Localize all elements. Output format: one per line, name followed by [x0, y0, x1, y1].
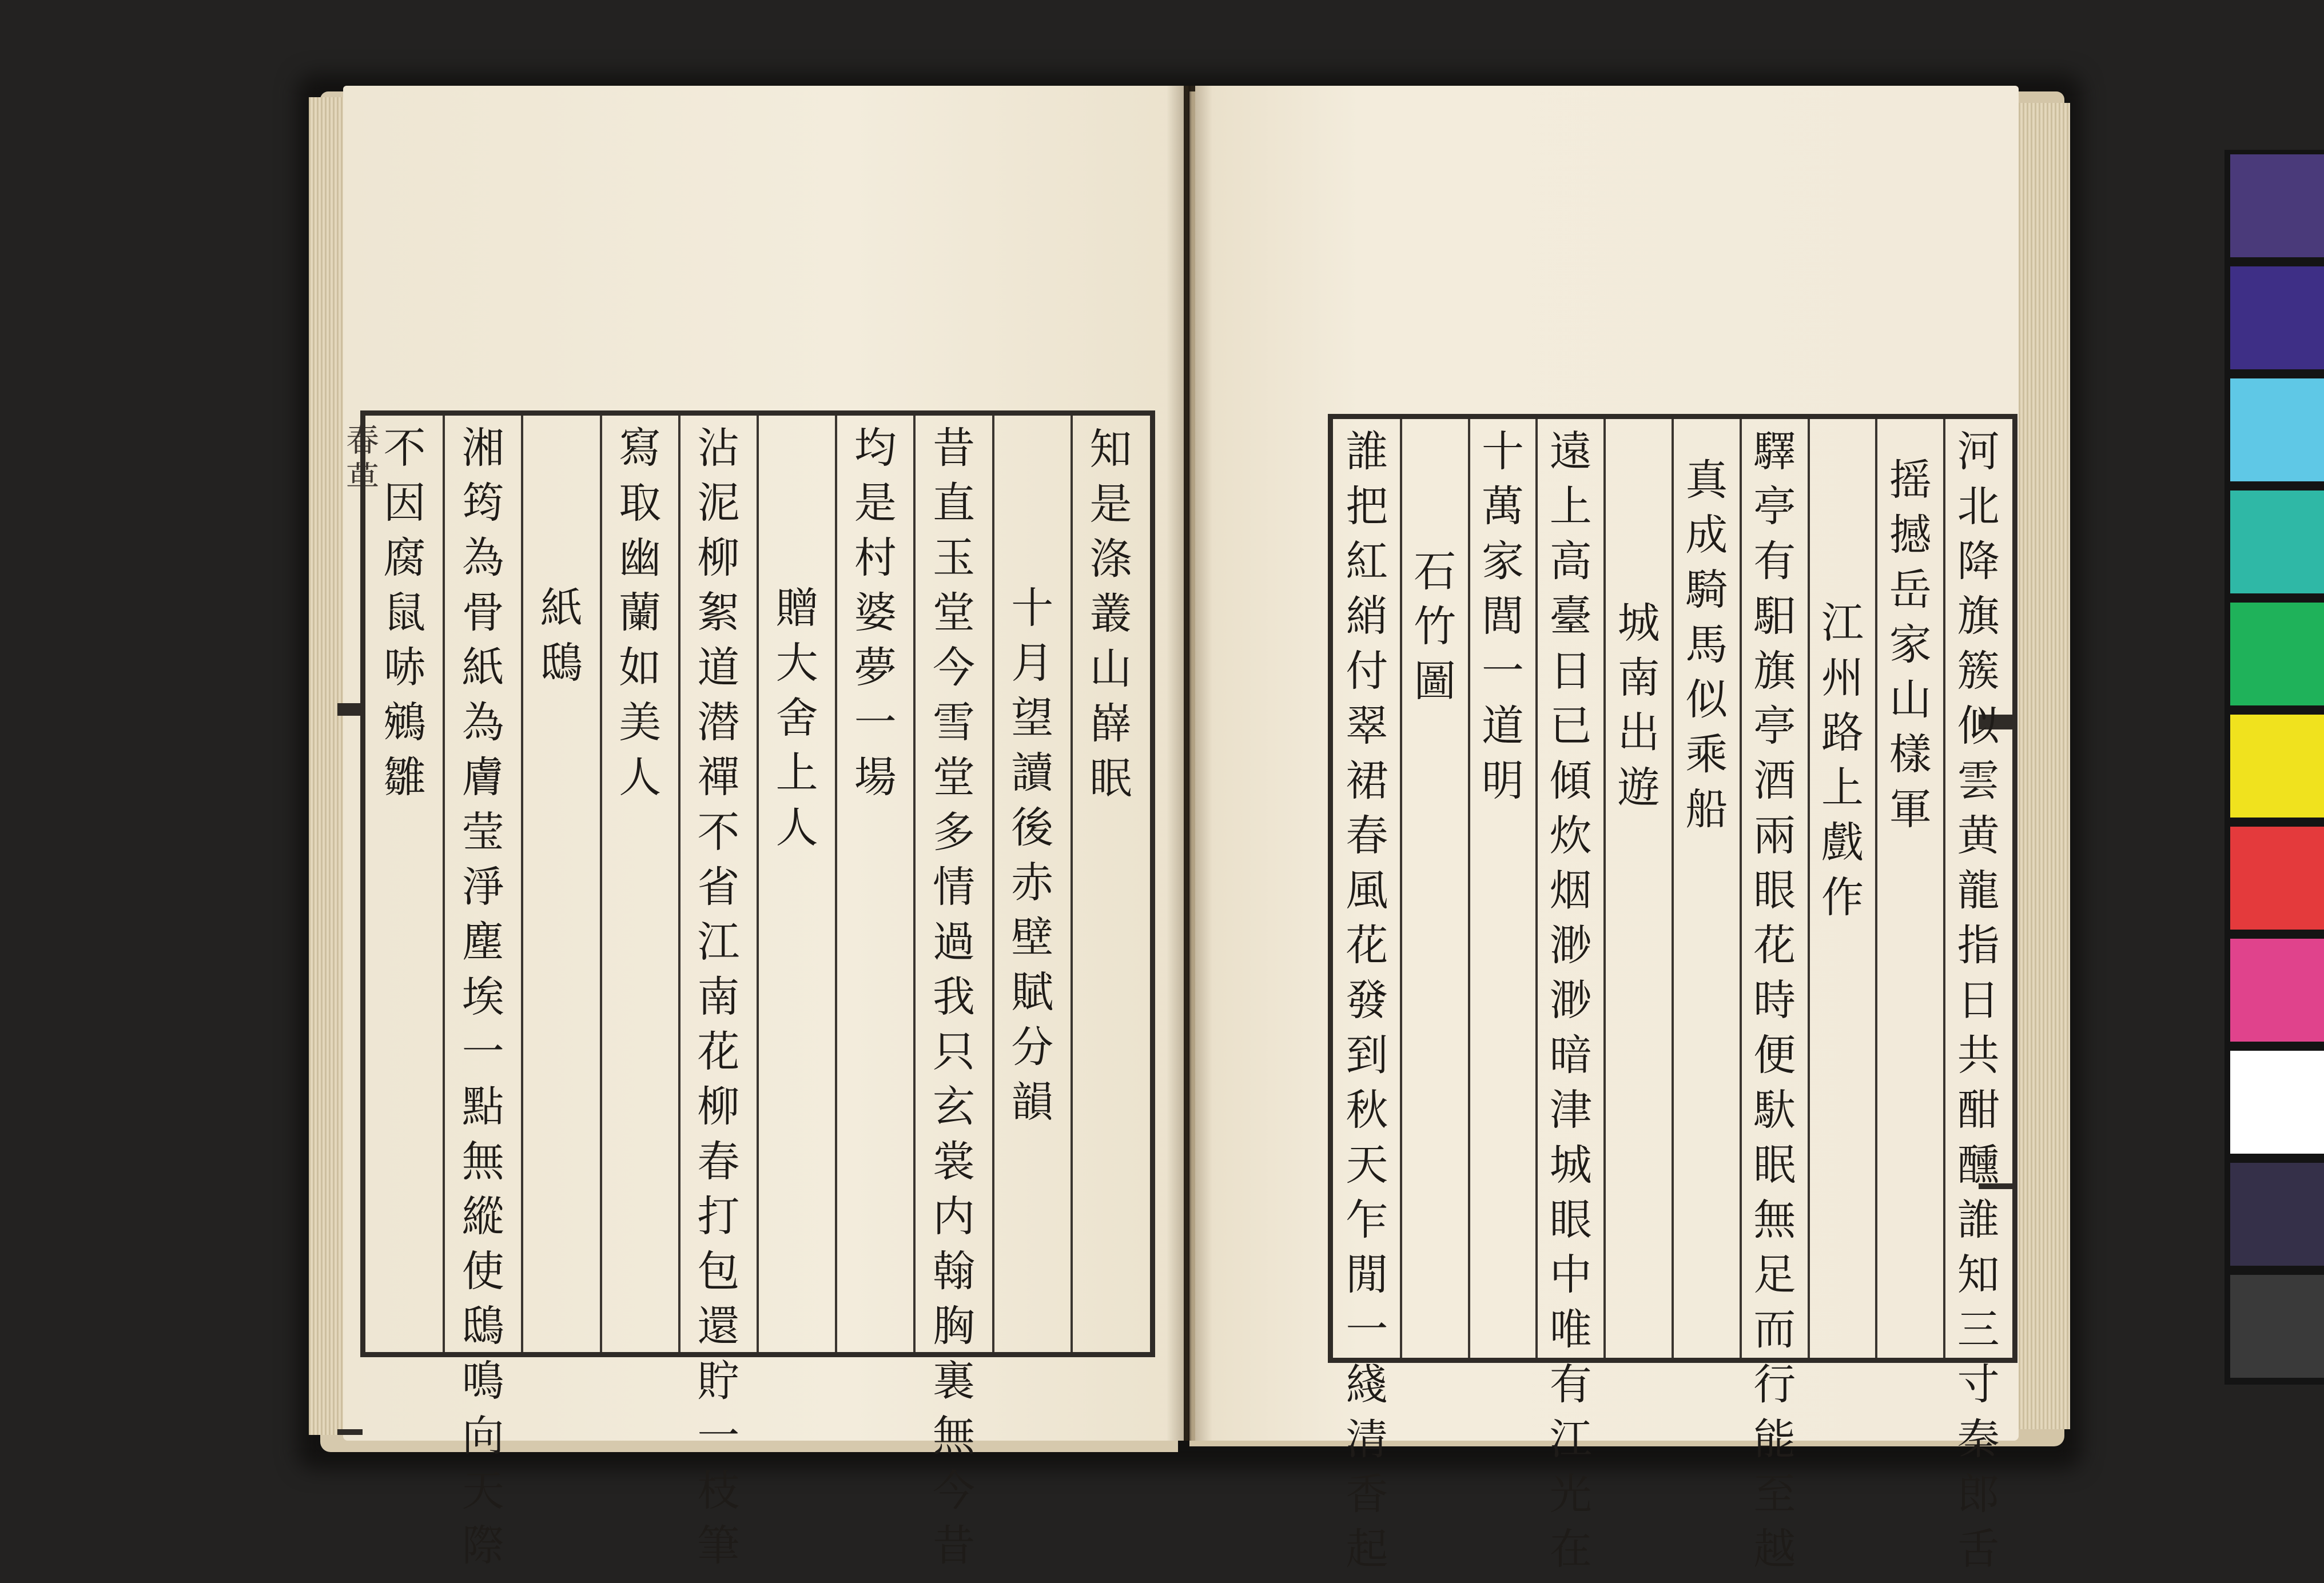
- fishtail-mark: [337, 703, 363, 716]
- glyph: 指: [1957, 921, 2000, 970]
- glyph: 鼠: [383, 588, 426, 637]
- glyph: 春: [1346, 811, 1388, 860]
- glyph: 閭: [1482, 592, 1524, 641]
- glyph: 柳: [697, 1082, 740, 1131]
- color-swatch: [2230, 603, 2324, 705]
- glyph: 南: [697, 972, 740, 1022]
- glyph: 十: [1011, 584, 1054, 633]
- glyph: 泥: [697, 479, 740, 528]
- glyph: 翰: [933, 1247, 975, 1296]
- glyph: 江: [697, 918, 740, 967]
- glyph: 郎: [1957, 1470, 2000, 1519]
- glyph: 昔: [933, 1521, 975, 1570]
- glyph: 一: [1346, 1305, 1388, 1354]
- glyph: 為: [461, 698, 504, 747]
- glyph: 花: [697, 1027, 740, 1076]
- glyph: 越: [1753, 1525, 1796, 1574]
- glyph: 點: [461, 1082, 504, 1131]
- glyph: 眠: [1753, 1141, 1796, 1190]
- glyph: 韻: [1011, 1078, 1054, 1127]
- column-rule: [1535, 419, 1538, 1358]
- text-column: [1816, 599, 1869, 931]
- glyph: 綃: [1346, 592, 1388, 641]
- glyph: 枝: [697, 1466, 740, 1516]
- glyph: 鳴: [461, 1357, 504, 1406]
- glyph: 酒: [1753, 756, 1796, 806]
- color-swatch: [2230, 827, 2324, 930]
- glyph: 在: [1549, 1525, 1592, 1574]
- glyph: 亭: [1753, 701, 1796, 751]
- glyph: 乍: [1346, 1195, 1388, 1245]
- text-column: [1340, 427, 1393, 1583]
- glyph: 日: [1549, 647, 1592, 696]
- glyph: 為: [461, 533, 504, 583]
- glyph: 紙: [540, 584, 583, 633]
- glyph: 雛: [383, 753, 426, 802]
- glyph: 腐: [383, 533, 426, 583]
- glyph: 船: [1685, 785, 1728, 834]
- glyph: 紅: [1346, 537, 1388, 586]
- glyph: 醺: [1957, 1141, 2000, 1190]
- glyph: 有: [1549, 1360, 1592, 1409]
- glyph: 均: [854, 424, 897, 473]
- glyph: 風: [1346, 866, 1388, 915]
- glyph: 花: [1346, 921, 1388, 970]
- glyph: 綫: [1346, 1360, 1388, 1409]
- glyph: 起: [1346, 1525, 1388, 1574]
- glyph: 城: [1549, 1141, 1592, 1190]
- glyph: 降: [1957, 537, 2000, 586]
- glyph: 真: [1685, 456, 1728, 505]
- glyph: 分: [1011, 1023, 1054, 1072]
- glyph: 誰: [1346, 427, 1388, 476]
- glyph: 莹: [461, 808, 504, 857]
- glyph: 夢: [854, 643, 897, 692]
- text-column: [379, 424, 431, 811]
- color-swatch: [2230, 154, 2324, 257]
- glyph: 草: [345, 459, 379, 498]
- glyph: 似: [1957, 701, 2000, 751]
- glyph: 馹: [1753, 592, 1796, 641]
- glyph: 時: [1753, 976, 1796, 1025]
- glyph: 成: [1685, 511, 1728, 560]
- left-text-frame: [360, 410, 1155, 1570]
- text-column: [1613, 599, 1665, 822]
- glyph: 能: [1753, 1415, 1796, 1464]
- text-column: [771, 584, 823, 862]
- glyph: 一: [854, 698, 897, 747]
- glyph: 埃: [461, 972, 504, 1022]
- glyph: 至: [1753, 1470, 1796, 1519]
- glyph: 旗: [1753, 647, 1796, 696]
- glyph: 山: [1889, 675, 1932, 724]
- glyph: 眼: [1753, 866, 1796, 915]
- glyph: 行: [1753, 1360, 1796, 1409]
- glyph: 臺: [1549, 592, 1592, 641]
- glyph: 山: [1089, 644, 1132, 693]
- column-rule: [913, 416, 916, 1352]
- glyph: 萬: [1482, 482, 1524, 531]
- glyph: 賦: [1011, 968, 1054, 1017]
- glyph: 上: [775, 748, 818, 798]
- glyph: 美: [619, 698, 662, 747]
- glyph: 一: [461, 1027, 504, 1076]
- glyph: 多: [933, 808, 975, 857]
- glyph: 一: [697, 1411, 740, 1461]
- glyph: 龍: [1957, 866, 2000, 915]
- glyph: 向: [461, 1411, 504, 1461]
- glyph: 婆: [854, 588, 897, 637]
- glyph: 上: [1821, 763, 1864, 812]
- glyph: 絮: [697, 588, 740, 637]
- glyph: 鴟: [540, 639, 583, 688]
- column-rule: [1808, 419, 1810, 1358]
- glyph: 城: [1617, 599, 1660, 648]
- glyph: 還: [697, 1302, 740, 1351]
- glyph: 淨: [461, 863, 504, 912]
- glyph: 共: [1957, 1031, 2000, 1080]
- glyph: 春: [345, 420, 379, 459]
- text-column: [614, 424, 666, 811]
- glyph: 禪: [697, 753, 740, 802]
- glyph: 月: [1011, 639, 1054, 688]
- glyph: 是: [1089, 480, 1132, 529]
- glyph: 似: [1685, 675, 1728, 724]
- glyph: 直: [933, 479, 975, 528]
- glyph: 馱: [1753, 1086, 1796, 1135]
- color-swatch: [2230, 715, 2324, 818]
- glyph: 天: [461, 1466, 504, 1516]
- glyph: 寸: [1957, 1360, 2000, 1409]
- glyph: 三: [1957, 1305, 2000, 1354]
- glyph: 付: [1346, 647, 1388, 696]
- column-rule: [1400, 419, 1402, 1358]
- right-page-edges: [2019, 103, 2070, 1429]
- glyph: 不: [697, 808, 740, 857]
- glyph: 圖: [1414, 657, 1457, 706]
- glyph: 日: [1957, 976, 2000, 1025]
- text-column: [1680, 456, 1733, 843]
- column-rule: [1672, 419, 1674, 1358]
- color-swatch: [2230, 939, 2324, 1042]
- glyph: 無: [461, 1137, 504, 1186]
- glyph: 把: [1346, 482, 1388, 531]
- glyph: 蘭: [619, 588, 662, 637]
- glyph: 涤: [1089, 535, 1132, 584]
- glyph: 昔: [933, 424, 975, 473]
- glyph: 塵: [461, 918, 504, 967]
- glyph: 人: [619, 753, 662, 802]
- glyph: 道: [1482, 701, 1524, 751]
- text-column: [1477, 427, 1529, 815]
- glyph: 烟: [1549, 866, 1592, 915]
- glyph: 湘: [461, 424, 504, 473]
- glyph: 江: [1549, 1415, 1592, 1464]
- glyph: 旗: [1957, 592, 2000, 641]
- glyph: 無: [1753, 1195, 1796, 1245]
- glyph: 眼: [1549, 1195, 1592, 1245]
- glyph: 裏: [933, 1357, 975, 1406]
- glyph: 後: [1011, 803, 1054, 852]
- glyph: 鵷: [383, 698, 426, 747]
- glyph: 使: [461, 1247, 504, 1296]
- glyph: 舍: [775, 693, 818, 743]
- column-rule: [757, 416, 759, 1352]
- glyph: 已: [1549, 701, 1592, 751]
- glyph: 嶭: [1089, 699, 1132, 748]
- glyph: 炊: [1549, 811, 1592, 860]
- color-checker-card: [2224, 150, 2324, 1385]
- glyph: 赤: [1011, 858, 1054, 907]
- glyph: 堂: [933, 588, 975, 637]
- glyph: 打: [697, 1192, 740, 1241]
- glyph: 貯: [697, 1357, 740, 1406]
- glyph: 一: [1482, 647, 1524, 696]
- glyph: 今: [933, 1466, 975, 1516]
- glyph: 沾: [697, 424, 740, 473]
- glyph: 玉: [933, 533, 975, 583]
- glyph: 驛: [1753, 427, 1796, 476]
- glyph: 河: [1957, 427, 2000, 476]
- glyph: 裙: [1346, 756, 1388, 806]
- glyph: 雲: [1957, 756, 2000, 806]
- column-rule: [443, 416, 445, 1352]
- color-swatch: [2230, 1051, 2324, 1154]
- glyph: 家: [1889, 620, 1932, 669]
- glyph: 知: [1957, 1250, 2000, 1299]
- color-swatch: [2230, 266, 2324, 369]
- glyph: 上: [1549, 482, 1592, 531]
- glyph: 因: [383, 479, 426, 528]
- glyph: 秦: [1957, 1415, 2000, 1464]
- glyph: 樣: [1889, 730, 1932, 779]
- text-column: [1884, 456, 1937, 843]
- glyph: 清: [1346, 1415, 1388, 1464]
- glyph: 兩: [1753, 811, 1796, 860]
- glyph: 戲: [1821, 818, 1864, 867]
- glyph: 江: [1821, 599, 1864, 648]
- column-rule: [1071, 416, 1073, 1352]
- glyph: 作: [1821, 873, 1864, 922]
- glyph: 竹: [1414, 602, 1457, 651]
- glyph: 南: [1617, 653, 1660, 703]
- book-gutter: [1167, 86, 1212, 1441]
- glyph: 中: [1549, 1250, 1592, 1299]
- glyph: 到: [1346, 1031, 1388, 1080]
- column-rule: [1740, 419, 1742, 1358]
- glyph: 摇: [1889, 456, 1932, 505]
- glyph: 明: [1482, 756, 1524, 806]
- glyph: 取: [619, 479, 662, 528]
- glyph: 天: [1346, 1141, 1388, 1190]
- glyph: 眠: [1089, 754, 1132, 803]
- glyph: 騎: [1685, 565, 1728, 615]
- fishtail-mark-bottom: [337, 1429, 363, 1435]
- glyph: 簇: [1957, 647, 2000, 696]
- glyph: 亭: [1753, 482, 1796, 531]
- text-column: [1084, 425, 1137, 812]
- glyph: 家: [1482, 537, 1524, 586]
- glyph: 望: [1011, 693, 1054, 743]
- glyph: 柳: [697, 533, 740, 583]
- glyph: 便: [1753, 1031, 1796, 1080]
- glyph: 膚: [461, 753, 504, 802]
- text-column: [1006, 584, 1058, 1136]
- glyph: 撼: [1889, 511, 1932, 560]
- glyph: 而: [1753, 1305, 1796, 1354]
- glyph: 筆: [697, 1521, 740, 1570]
- glyph: 叢: [1089, 589, 1132, 639]
- glyph: 遊: [1617, 763, 1660, 812]
- glyph: 際: [461, 1521, 504, 1570]
- glyph: 有: [1753, 537, 1796, 586]
- glyph: 黄: [1957, 811, 2000, 860]
- glyph: 是: [854, 479, 897, 528]
- column-rule: [1603, 419, 1606, 1358]
- glyph: 軍: [1889, 785, 1932, 834]
- color-swatch: [2230, 1275, 2324, 1378]
- glyph: 筠: [461, 479, 504, 528]
- glyph: 無: [933, 1411, 975, 1461]
- text-column: [1952, 427, 2005, 1583]
- glyph: 乘: [1685, 730, 1728, 779]
- glyph: 紙: [461, 643, 504, 692]
- column-rule: [1468, 419, 1470, 1358]
- glyph: 津: [1549, 1086, 1592, 1135]
- column-rule: [992, 416, 994, 1352]
- glyph: 花: [1753, 921, 1796, 970]
- glyph: 馬: [1685, 620, 1728, 669]
- glyph: 州: [1821, 653, 1864, 703]
- glyph: 場: [854, 753, 897, 802]
- glyph: 不: [383, 424, 426, 473]
- glyph: 雪: [933, 698, 975, 747]
- glyph: 贈: [775, 584, 818, 633]
- glyph: 包: [697, 1247, 740, 1296]
- glyph: 唯: [1549, 1305, 1592, 1354]
- glyph: 堂: [933, 753, 975, 802]
- glyph: 我: [933, 972, 975, 1022]
- glyph: 足: [1753, 1250, 1796, 1299]
- glyph: 岳: [1889, 565, 1932, 615]
- glyph: 大: [775, 639, 818, 688]
- text-column: [692, 424, 745, 1580]
- glyph: 春: [697, 1137, 740, 1186]
- text-column: [1748, 427, 1801, 1583]
- color-swatch: [2230, 1163, 2324, 1266]
- glyph: 知: [1089, 425, 1132, 474]
- glyph: 幽: [619, 533, 662, 583]
- glyph: 哧: [383, 643, 426, 692]
- column-rule: [1943, 419, 1945, 1358]
- glyph: 發: [1346, 976, 1388, 1025]
- glyph: 舌: [1957, 1525, 2000, 1574]
- glyph: 縱: [461, 1192, 504, 1241]
- glyph: 遠: [1549, 427, 1592, 476]
- glyph: 只: [933, 1027, 975, 1076]
- glyph: 誰: [1957, 1195, 2000, 1245]
- glyph: 渺: [1549, 976, 1592, 1025]
- glyph: 北: [1957, 482, 2000, 531]
- glyph: 出: [1617, 708, 1660, 757]
- glyph: 潜: [697, 698, 740, 747]
- glyph: 渺: [1549, 921, 1592, 970]
- glyph: 高: [1549, 537, 1592, 586]
- glyph: 胸: [933, 1302, 975, 1351]
- glyph: 寫: [619, 424, 662, 473]
- text-column: [849, 424, 902, 811]
- color-swatch: [2230, 491, 2324, 593]
- glyph: 壁: [1011, 913, 1054, 962]
- glyph: 閒: [1346, 1250, 1388, 1299]
- column-rule: [678, 416, 681, 1352]
- glyph: 鴟: [461, 1302, 504, 1351]
- glyph: 路: [1821, 708, 1864, 757]
- glyph: 過: [933, 918, 975, 967]
- glyph: 人: [775, 803, 818, 852]
- color-swatch: [2230, 378, 2324, 481]
- column-rule: [835, 416, 837, 1352]
- glyph: 内: [933, 1192, 975, 1241]
- column-rule: [521, 416, 523, 1352]
- glyph: 傾: [1549, 756, 1592, 806]
- text-column: [1545, 427, 1597, 1583]
- text-column: [928, 424, 980, 1580]
- glyph: 省: [697, 863, 740, 912]
- column-rule: [600, 416, 602, 1352]
- glyph: 讀: [1011, 748, 1054, 798]
- glyph: 十: [1482, 427, 1524, 476]
- text-column: [457, 424, 510, 1580]
- glyph: 如: [619, 643, 662, 692]
- text-column: [535, 584, 588, 697]
- glyph: 玄: [933, 1082, 975, 1131]
- glyph: 情: [933, 863, 975, 912]
- glyph: 酣: [1957, 1086, 2000, 1135]
- glyph: 村: [854, 533, 897, 583]
- glyph: 今: [933, 643, 975, 692]
- glyph: 骨: [461, 588, 504, 637]
- glyph: 香: [1346, 1470, 1388, 1519]
- glyph: 石: [1414, 547, 1457, 596]
- text-column: [1408, 547, 1461, 715]
- glyph: 秋: [1346, 1086, 1388, 1135]
- glyph: 道: [697, 643, 740, 692]
- column-rule: [1875, 419, 1877, 1358]
- glyph: 裳: [933, 1137, 975, 1186]
- glyph: 暗: [1549, 1031, 1592, 1080]
- glyph: 光: [1549, 1470, 1592, 1519]
- glyph: 翠: [1346, 701, 1388, 751]
- right-text-frame: [1328, 414, 2017, 1574]
